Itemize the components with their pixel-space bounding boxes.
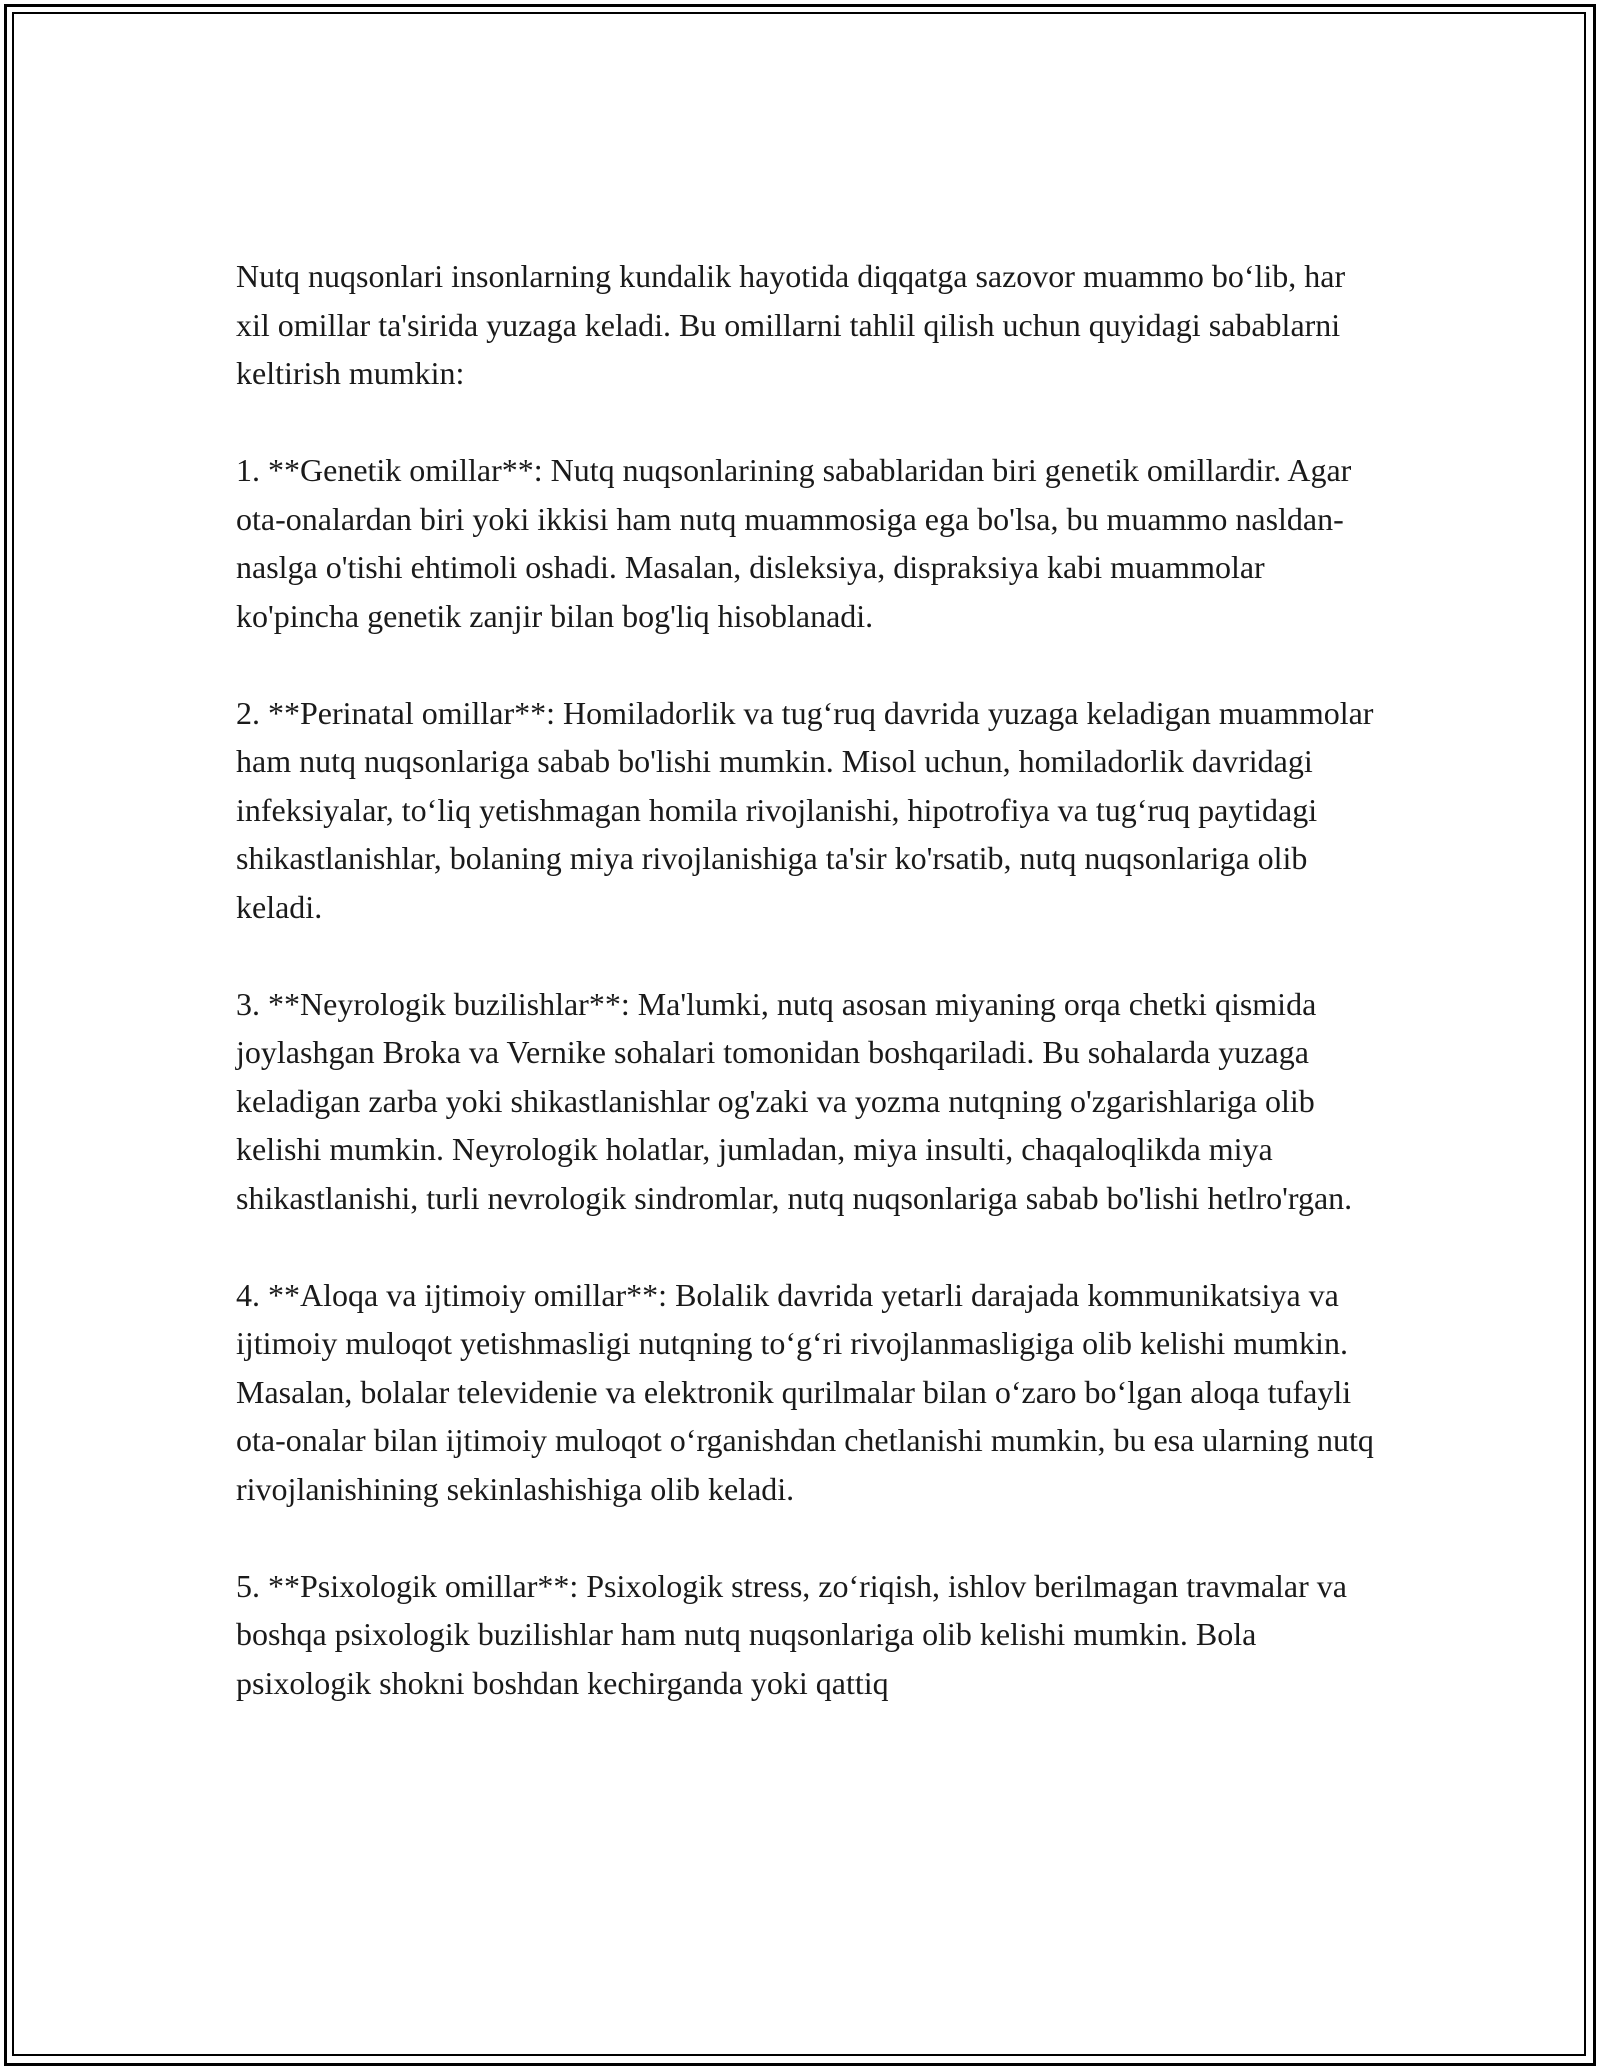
paragraph-neurological-disorders: 3. **Neyrologik buzilishlar**: Ma'lumki, nutq asosan miyaning orqa chetki qismida joylashgan Broka va Vernike sohalari tomonidan boshqariladi. Bu sohalarda yuzaga keladigan zarba yoki shikastlanishlar og'zaki va yozma nutqning o'zgarishlariga olib kelishi mumkin. Neyrologik holatlar, jumladan, miya insulti, chaqaloqlikda miya shikastlanishi, turli nevrologik sindromlar, nutq nuqsonlariga sabab bo'lishi hetlro'rgan. <box>236 985 1353 1216</box>
paragraph-genetic-factors: 1. **Genetik omillar**: Nutq nuqsonlarining sabablaridan biri genetik omillardir. Agar ota-onalardan biri yoki ikkisi ham nutq muammosiga ega bo'lsa, bu muammo nasldan-naslga o'tishi ehtimoli oshadi. Masalan, disleksiya, dispraksiya kabi muammolar ko'pincha genetik zanjir bilan bog'liq hisoblanadi. <box>236 452 1352 634</box>
paragraph-perinatal-factors: 2. **Perinatal omillar**: Homiladorlik va tug‘ruq davrida yuzaga keladigan muammolar ham nutq nuqsonlariga sabab bo'lishi mumkin. Misol uchun, homiladorlik davridagi infeksiyalar, to‘liq yetishmagan homila rivojlanishi, hipotrofiya va tug‘ruq paytidagi shikastlanishlar, bolaning miya rivojlanishiga ta'sir ko'rsatib, nutq nuqsonlariga olib keladi. <box>236 694 1374 925</box>
intro-paragraph: Nutq nuqsonlari insonlarning kundalik hayotida diqqatga sazovor muammo bo‘lib, har xil omillar ta'sirida yuzaga keladi. Bu omillarni tahlil qilish uchun quyidagi sabablarni keltirish mumkin: <box>236 258 1346 391</box>
paragraph-social-factors: 4. **Aloqa va ijtimoiy omillar**: Bolalik davrida yetarli darajada kommunikatsiya va ijtimoiy muloqot yetishmasligi nutqning to‘g‘ri rivojlanmasligiga olib kelishi mumkin. Masalan, bolalar televidenie va elektronik qurilmalar bilan o‘zaro bo‘lgan aloqa tufayli ota-onalar bilan ijtimoiy muloqot o‘rganishdan chetlanishi mumkin, bu esa ularning nutq rivojlanishining sekinlashishiga olib keladi. <box>236 1276 1374 1507</box>
document-body <box>236 252 1376 1756</box>
paragraph-psychological-factors: 5. **Psixologik omillar**: Psixologik stress, zo‘riqish, ishlov berilmagan travmalar va boshqa psixologik buzilishlar ham nutq nuqsonlariga olib kelishi mumkin. Bola psixologik shokni boshdan kechirganda yoki qattiq <box>236 1567 1347 1701</box>
